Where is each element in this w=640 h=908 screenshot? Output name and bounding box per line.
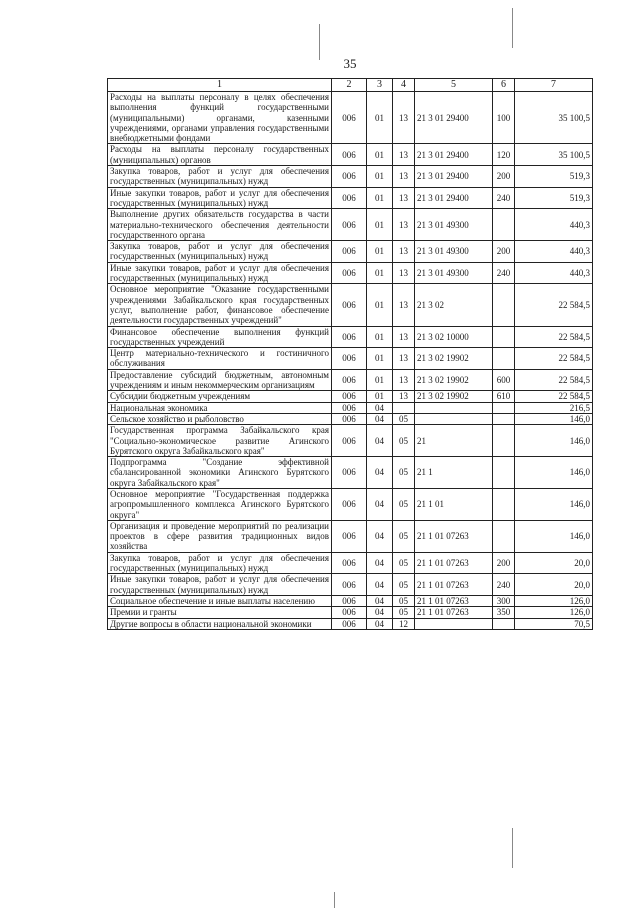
table-row — [108, 552, 593, 574]
amount-cell: 146,0 — [515, 425, 593, 457]
amount-cell: 440,3 — [515, 209, 593, 241]
ministry-code-cell: 006 — [332, 457, 367, 489]
target-item-code-cell: 21 3 02 10000 — [415, 326, 493, 348]
section-code-cell: 04 — [367, 413, 393, 424]
subsection-code-cell: 05 — [393, 488, 415, 520]
amount-cell: 22 584,5 — [515, 284, 593, 326]
section-code-cell: 04 — [367, 488, 393, 520]
table-row — [108, 241, 593, 263]
ministry-code-cell: 006 — [332, 326, 367, 348]
amount-cell: 20,0 — [515, 574, 593, 596]
table-row — [108, 618, 593, 629]
subsection-code-cell: 05 — [393, 595, 415, 606]
column-header: 5 — [415, 79, 493, 92]
expense-type-code-cell: 100 — [493, 92, 515, 144]
subsection-code-cell: 13 — [393, 391, 415, 402]
expense-type-code-cell — [493, 284, 515, 326]
target-item-code-cell: 21 3 01 29400 — [415, 92, 493, 144]
section-code-cell: 01 — [367, 166, 393, 188]
amount-cell: 519,3 — [515, 187, 593, 209]
subsection-code-cell: 13 — [393, 209, 415, 241]
section-code-cell: 01 — [367, 209, 393, 241]
table-body — [108, 92, 593, 630]
amount-cell: 22 584,5 — [515, 326, 593, 348]
target-item-code-cell: 21 3 02 19902 — [415, 391, 493, 402]
ministry-code-cell: 006 — [332, 348, 367, 370]
target-item-code-cell: 21 1 01 07263 — [415, 595, 493, 606]
target-item-code-cell: 21 1 01 07263 — [415, 607, 493, 618]
table-header-row — [108, 79, 593, 92]
amount-cell: 440,3 — [515, 262, 593, 284]
row-name-cell: Иные закупки товаров, работ и услуг для обеспечения государственных (муниципальных) нужд — [108, 574, 332, 596]
expense-type-code-cell — [493, 402, 515, 413]
section-code-cell: 01 — [367, 391, 393, 402]
subsection-code-cell: 05 — [393, 574, 415, 596]
section-code-cell: 01 — [367, 369, 393, 391]
table-row — [108, 348, 593, 370]
section-code-cell: 04 — [367, 607, 393, 618]
table-row — [108, 284, 593, 326]
subsection-code-cell: 13 — [393, 187, 415, 209]
table-row — [108, 574, 593, 596]
ministry-code-cell: 006 — [332, 488, 367, 520]
ministry-code-cell: 006 — [332, 402, 367, 413]
ministry-code-cell: 006 — [332, 618, 367, 629]
amount-cell: 216,5 — [515, 402, 593, 413]
table-row — [108, 391, 593, 402]
expense-type-code-cell — [493, 457, 515, 489]
subsection-code-cell: 13 — [393, 92, 415, 144]
target-item-code-cell: 21 1 — [415, 457, 493, 489]
expense-type-code-cell — [493, 209, 515, 241]
row-name-cell: Организация и проведение мероприятий по реализации проектов в сфере развития традиционных видов хозяйства — [108, 520, 332, 552]
row-name-cell: Иные закупки товаров, работ и услуг для обеспечения государственных (муниципальных) нужд — [108, 187, 332, 209]
section-code-cell: 01 — [367, 92, 393, 144]
target-item-code-cell: 21 3 01 49300 — [415, 262, 493, 284]
expense-type-code-cell: 240 — [493, 574, 515, 596]
table-row — [108, 187, 593, 209]
section-code-cell: 04 — [367, 402, 393, 413]
subsection-code-cell: 05 — [393, 457, 415, 489]
subsection-code-cell: 13 — [393, 166, 415, 188]
amount-cell: 35 100,5 — [515, 92, 593, 144]
subsection-code-cell: 13 — [393, 262, 415, 284]
table-row — [108, 425, 593, 457]
amount-cell: 126,0 — [515, 595, 593, 606]
expense-type-code-cell — [493, 520, 515, 552]
section-code-cell: 04 — [367, 595, 393, 606]
row-name-cell: Основное мероприятие "Оказание государственными учреждениями Забайкальского края государственных услуг, выполнение работ, финансовое обеспечение деятельности государственных учреждений" — [108, 284, 332, 326]
section-code-cell: 01 — [367, 262, 393, 284]
row-name-cell: Национальная экономика — [108, 402, 332, 413]
table-row — [108, 92, 593, 144]
row-name-cell: Предоставление субсидий бюджетным, автономным учреждениям и иным некоммерческим организациям — [108, 369, 332, 391]
expense-type-code-cell: 120 — [493, 144, 515, 166]
amount-cell: 519,3 — [515, 166, 593, 188]
section-code-cell: 04 — [367, 457, 393, 489]
row-name-cell: Подпрограмма "Создание эффективной сбалансированной экономики Агинского Бурятского округа Забайкальского края" — [108, 457, 332, 489]
table-row — [108, 413, 593, 424]
subsection-code-cell: 13 — [393, 284, 415, 326]
row-name-cell: Основное мероприятие "Государственная поддержка агропромышленного комплекса Агинского Бурятского округа" — [108, 488, 332, 520]
row-name-cell: Иные закупки товаров, работ и услуг для обеспечения государственных (муниципальных) нужд — [108, 262, 332, 284]
table-row — [108, 166, 593, 188]
section-code-cell: 01 — [367, 326, 393, 348]
amount-cell: 35 100,5 — [515, 144, 593, 166]
amount-cell: 146,0 — [515, 457, 593, 489]
page-number: 35 — [343, 56, 357, 71]
subsection-code-cell: 05 — [393, 425, 415, 457]
row-name-cell: Другие вопросы в области национальной экономики — [108, 618, 332, 629]
expense-type-code-cell: 600 — [493, 369, 515, 391]
scan-artifact-line — [512, 828, 513, 868]
row-name-cell: Расходы на выплаты персоналу государственных (муниципальных) органов — [108, 144, 332, 166]
expense-type-code-cell: 240 — [493, 262, 515, 284]
table-row — [108, 457, 593, 489]
section-code-cell: 01 — [367, 241, 393, 263]
ministry-code-cell: 006 — [332, 520, 367, 552]
table-row — [108, 607, 593, 618]
ministry-code-cell: 006 — [332, 144, 367, 166]
amount-cell: 146,0 — [515, 488, 593, 520]
row-name-cell: Социальное обеспечение и иные выплаты населению — [108, 595, 332, 606]
amount-cell: 70,5 — [515, 618, 593, 629]
expense-type-code-cell: 610 — [493, 391, 515, 402]
target-item-code-cell: 21 — [415, 425, 493, 457]
column-header: 4 — [393, 79, 415, 92]
expense-type-code-cell: 200 — [493, 166, 515, 188]
target-item-code-cell — [415, 402, 493, 413]
row-name-cell: Закупка товаров, работ и услуг для обеспечения государственных (муниципальных) нужд — [108, 241, 332, 263]
section-code-cell: 04 — [367, 574, 393, 596]
ministry-code-cell: 006 — [332, 92, 367, 144]
ministry-code-cell: 006 — [332, 425, 367, 457]
table-row — [108, 402, 593, 413]
subsection-code-cell: 13 — [393, 326, 415, 348]
target-item-code-cell: 21 3 02 19902 — [415, 348, 493, 370]
row-name-cell: Сельское хозяйство и рыболовство — [108, 413, 332, 424]
target-item-code-cell: 21 3 02 19902 — [415, 369, 493, 391]
row-name-cell: Выполнение других обязательств государства в части материально-технического обеспечения деятельности государственного органа — [108, 209, 332, 241]
amount-cell: 440,3 — [515, 241, 593, 263]
target-item-code-cell: 21 1 01 07263 — [415, 552, 493, 574]
row-name-cell: Закупка товаров, работ и услуг для обеспечения государственных (муниципальных) нужд — [108, 552, 332, 574]
row-name-cell: Субсидии бюджетным учреждениям — [108, 391, 332, 402]
ministry-code-cell: 006 — [332, 187, 367, 209]
subsection-code-cell: 13 — [393, 369, 415, 391]
row-name-cell: Закупка товаров, работ и услуг для обеспечения государственных (муниципальных) нужд — [108, 166, 332, 188]
ministry-code-cell: 006 — [332, 369, 367, 391]
expense-type-code-cell — [493, 618, 515, 629]
subsection-code-cell: 05 — [393, 607, 415, 618]
amount-cell: 20,0 — [515, 552, 593, 574]
row-name-cell: Государственная программа Забайкальского края "Социально-экономическое развитие Агинского Бурятского округа Забайкальского края" — [108, 425, 332, 457]
ministry-code-cell: 006 — [332, 391, 367, 402]
target-item-code-cell: 21 1 01 07263 — [415, 520, 493, 552]
section-code-cell: 01 — [367, 144, 393, 166]
subsection-code-cell: 13 — [393, 241, 415, 263]
amount-cell: 22 584,5 — [515, 348, 593, 370]
table-row — [108, 326, 593, 348]
section-code-cell: 04 — [367, 425, 393, 457]
subsection-code-cell — [393, 402, 415, 413]
amount-cell: 146,0 — [515, 413, 593, 424]
target-item-code-cell: 21 3 01 29400 — [415, 187, 493, 209]
row-name-cell: Премии и гранты — [108, 607, 332, 618]
expense-type-code-cell: 300 — [493, 595, 515, 606]
table-row — [108, 595, 593, 606]
target-item-code-cell: 21 3 02 — [415, 284, 493, 326]
expense-type-code-cell: 350 — [493, 607, 515, 618]
ministry-code-cell: 006 — [332, 209, 367, 241]
target-item-code-cell: 21 3 01 29400 — [415, 166, 493, 188]
ministry-code-cell: 006 — [332, 552, 367, 574]
column-header: 2 — [332, 79, 367, 92]
ministry-code-cell: 006 — [332, 595, 367, 606]
column-header: 7 — [515, 79, 593, 92]
ministry-code-cell: 006 — [332, 607, 367, 618]
expense-type-code-cell — [493, 488, 515, 520]
section-code-cell: 04 — [367, 552, 393, 574]
table-row — [108, 369, 593, 391]
table-row — [108, 520, 593, 552]
subsection-code-cell: 12 — [393, 618, 415, 629]
expense-type-code-cell: 200 — [493, 241, 515, 263]
ministry-code-cell: 006 — [332, 166, 367, 188]
section-code-cell: 04 — [367, 618, 393, 629]
budget-table — [107, 78, 593, 630]
column-header: 6 — [493, 79, 515, 92]
amount-cell: 22 584,5 — [515, 391, 593, 402]
subsection-code-cell: 13 — [393, 348, 415, 370]
ministry-code-cell: 006 — [332, 574, 367, 596]
ministry-code-cell: 006 — [332, 413, 367, 424]
amount-cell: 22 584,5 — [515, 369, 593, 391]
target-item-code-cell: 21 3 01 29400 — [415, 144, 493, 166]
subsection-code-cell: 05 — [393, 520, 415, 552]
column-header: 1 — [108, 79, 332, 92]
ministry-code-cell: 006 — [332, 262, 367, 284]
amount-cell: 146,0 — [515, 520, 593, 552]
section-code-cell: 01 — [367, 284, 393, 326]
subsection-code-cell: 05 — [393, 413, 415, 424]
section-code-cell: 01 — [367, 348, 393, 370]
scan-artifact-line — [512, 8, 513, 48]
section-code-cell: 04 — [367, 520, 393, 552]
expense-type-code-cell: 240 — [493, 187, 515, 209]
table-row — [108, 488, 593, 520]
target-item-code-cell: 21 3 01 49300 — [415, 241, 493, 263]
column-header: 3 — [367, 79, 393, 92]
subsection-code-cell: 05 — [393, 552, 415, 574]
expense-type-code-cell — [493, 413, 515, 424]
row-name-cell: Финансовое обеспечение выполнения функций государственных учреждений — [108, 326, 332, 348]
subsection-code-cell: 13 — [393, 144, 415, 166]
expense-type-code-cell — [493, 348, 515, 370]
target-item-code-cell: 21 3 01 49300 — [415, 209, 493, 241]
expense-type-code-cell — [493, 425, 515, 457]
ministry-code-cell: 006 — [332, 241, 367, 263]
table-row — [108, 262, 593, 284]
expense-type-code-cell: 200 — [493, 552, 515, 574]
target-item-code-cell — [415, 413, 493, 424]
target-item-code-cell: 21 1 01 — [415, 488, 493, 520]
target-item-code-cell: 21 1 01 07263 — [415, 574, 493, 596]
row-name-cell: Центр материально-технического и гостиничного обслуживания — [108, 348, 332, 370]
expense-type-code-cell — [493, 326, 515, 348]
scan-artifact-line — [319, 24, 320, 60]
target-item-code-cell — [415, 618, 493, 629]
scan-artifact-line — [334, 892, 335, 908]
table-row — [108, 144, 593, 166]
ministry-code-cell: 006 — [332, 284, 367, 326]
row-name-cell: Расходы на выплаты персоналу в целях обеспечения выполнения функций государственными (муниципальными) органами, казенными учреждениями, органами управления государственными внебюджетными фондами — [108, 92, 332, 144]
table-row — [108, 209, 593, 241]
section-code-cell: 01 — [367, 187, 393, 209]
amount-cell: 126,0 — [515, 607, 593, 618]
